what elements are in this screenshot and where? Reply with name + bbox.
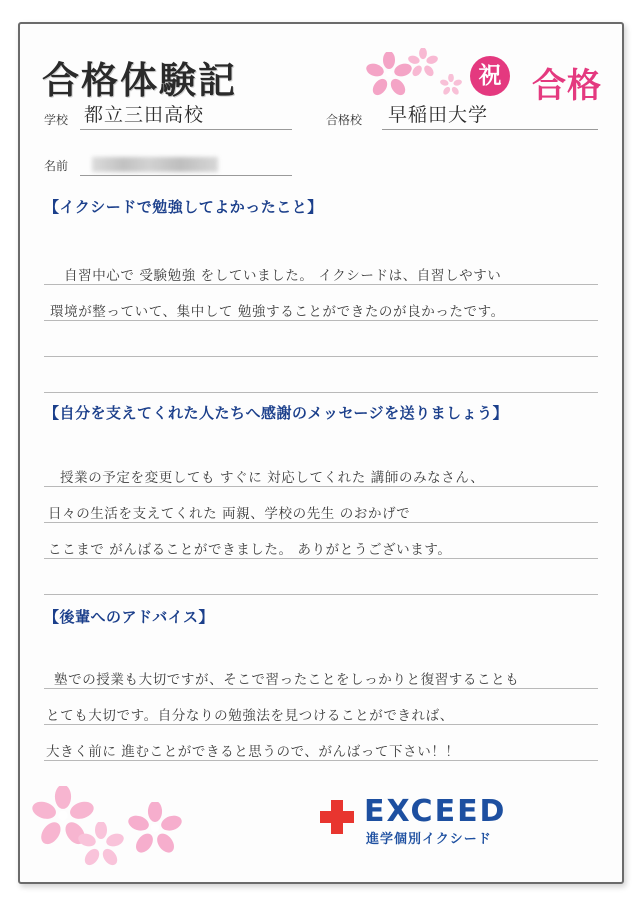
rule-3-3 [44, 760, 598, 761]
handwriting-3-2: とても大切です。自分なりの勉強法を見つけることができれば、 [46, 708, 454, 724]
rule-1-4 [44, 392, 598, 393]
cross-icon [320, 800, 354, 834]
badge-mark: 祝 [470, 56, 510, 96]
field-school-underline [80, 129, 292, 130]
section-heading-1: 【イクシードで勉強してよかったこと】 [44, 198, 323, 216]
testimonial-sheet [18, 22, 624, 884]
handwriting-1-1: 自習中心で 受験勉強 をしていました。 イクシードは、自習しやすい [64, 268, 502, 284]
rule-2-2 [44, 522, 598, 523]
logo-tagline: 進学個別イクシード [366, 832, 492, 847]
rule-1-2 [44, 320, 598, 321]
page-title: 合格体験記 [42, 59, 237, 102]
sakura-flower-icon [366, 52, 412, 98]
section-heading-2: 【自分を支えてくれた人たちへ感謝のメッセージを送りましょう】 [44, 404, 509, 422]
handwriting-1-2: 環境が整っていて、集中して 勉強することができたのが良かったです。 [50, 304, 505, 320]
logo-name: EXCEED [364, 794, 507, 829]
name-redaction-blur [92, 157, 218, 172]
field-accepted-school-underline [382, 129, 598, 130]
field-school-label: 学校 [44, 113, 69, 127]
badge-label: 合格 [532, 66, 602, 106]
field-name [44, 150, 294, 176]
field-school-value: 都立三田高校 [84, 104, 205, 126]
field-name-underline [80, 175, 292, 176]
sakura-flower-small-icon [408, 48, 438, 78]
sakura-petal-icon [440, 74, 462, 96]
sakura-footer-left-icon [32, 786, 94, 848]
sakura-footer-mid-icon [78, 822, 124, 868]
rule-3-2 [44, 724, 598, 725]
sakura-footer-right-icon [128, 802, 182, 856]
rule-2-1 [44, 486, 598, 487]
field-name-label: 名前 [44, 159, 69, 173]
rule-3-1 [44, 688, 598, 689]
section-heading-3: 【後輩へのアドバイス】 [44, 608, 215, 626]
field-school [44, 104, 294, 130]
handwriting-2-1: 授業の予定を変更しても すぐに 対応してくれた 講師のみなさん、 [60, 470, 485, 486]
rule-1-1 [44, 284, 598, 285]
handwriting-2-3: ここまで がんばることができました。 ありがとうございます。 [48, 542, 452, 558]
handwriting-3-3: 大きく前に 進むことができると思うので、がんばって下さい！！ [46, 744, 460, 760]
handwriting-3-1: 塾での授業も大切ですが、そこで習ったことをしっかりと復習することも [54, 672, 520, 688]
rule-2-3 [44, 558, 598, 559]
rule-1-3 [44, 356, 598, 357]
field-accepted-school-label: 合格校 [326, 113, 363, 127]
exceed-logo [320, 794, 560, 852]
field-accepted-school-value: 早稲田大学 [388, 104, 489, 126]
handwriting-2-2: 日々の生活を支えてくれた 両親、学校の先生 のおかげで [48, 506, 411, 522]
rule-2-4 [44, 594, 598, 595]
field-accepted-school [326, 104, 596, 130]
